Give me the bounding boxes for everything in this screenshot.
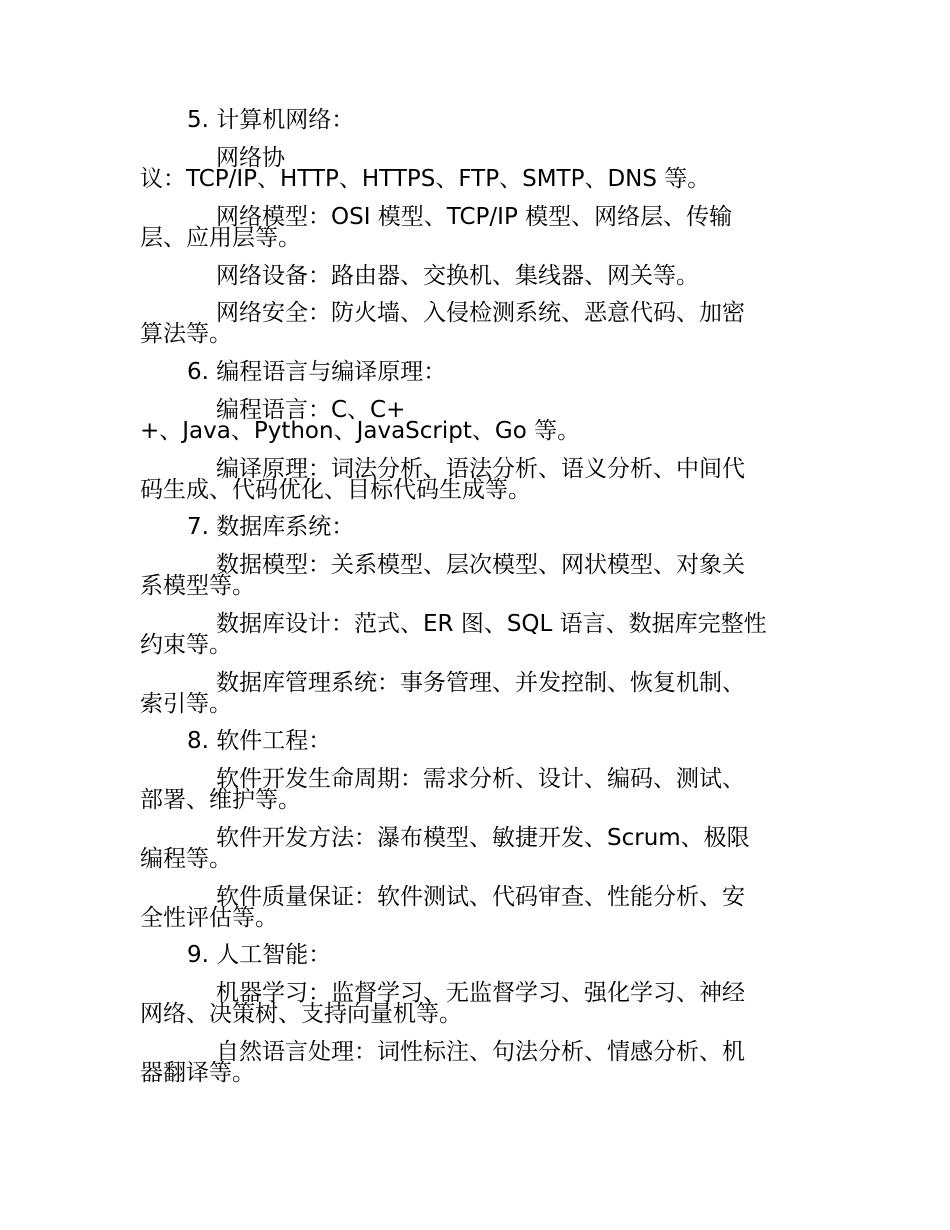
item-line: 数据库设计：范式、ER 图、SQL 语言、数据库完整性 <box>216 611 767 637</box>
item-continuation: 系模型等。 <box>140 573 255 599</box>
section-heading: 5. 计算机网络： <box>187 107 355 133</box>
item-line: 网络安全：防火墙、入侵检测系统、恶意代码、加密 <box>216 300 745 326</box>
item-line: 软件质量保证：软件测试、代码审查、性能分析、安 <box>216 884 745 910</box>
item-continuation: 议：TCP/IP、HTTP、HTTPS、FTP、SMTP、DNS 等。 <box>140 166 711 192</box>
item-line: 编程语言：C、C+ <box>216 397 406 423</box>
item-continuation: 层、应用层等。 <box>140 225 301 251</box>
section-heading: 8. 软件工程： <box>187 728 332 754</box>
item-continuation: 全性评估等。 <box>140 905 278 931</box>
item-line: 机器学习：监督学习、无监督学习、强化学习、神经 <box>216 980 745 1006</box>
item-continuation: 码生成、代码优化、目标代码生成等。 <box>140 477 531 503</box>
item-continuation: 网络、决策树、支持向量机等。 <box>140 1001 462 1027</box>
section-heading: 9. 人工智能： <box>187 942 332 968</box>
item-line: 数据模型：关系模型、层次模型、网状模型、对象关 <box>216 552 745 578</box>
item-line: 软件开发方法：瀑布模型、敏捷开发、Scrum、极限 <box>216 825 750 851</box>
item-continuation: 索引等。 <box>140 691 232 717</box>
item-line: 网络设备：路由器、交换机、集线器、网关等。 <box>216 263 699 289</box>
item-continuation: 编程等。 <box>140 846 232 872</box>
section-heading: 6. 编程语言与编译原理： <box>187 359 447 385</box>
item-line: 编译原理：词法分析、语法分析、语义分析、中间代 <box>216 456 745 482</box>
section-heading: 7. 数据库系统： <box>187 514 355 540</box>
item-line: 网络协 <box>216 145 285 171</box>
item-line: 自然语言处理：词性标注、句法分析、情感分析、机 <box>216 1039 745 1065</box>
item-continuation: 部署、维护等。 <box>140 787 301 813</box>
item-line: 网络模型：OSI 模型、TCP/IP 模型、网络层、传输 <box>216 204 733 230</box>
item-line: 软件开发生命周期：需求分析、设计、编码、测试、 <box>216 766 745 792</box>
item-continuation: 器翻译等。 <box>140 1060 255 1086</box>
item-continuation: 算法等。 <box>140 321 232 347</box>
item-continuation: 约束等。 <box>140 632 232 658</box>
item-line: 数据库管理系统：事务管理、并发控制、恢复机制、 <box>216 670 745 696</box>
item-continuation: +、Java、Python、JavaScript、Go 等。 <box>140 418 581 444</box>
